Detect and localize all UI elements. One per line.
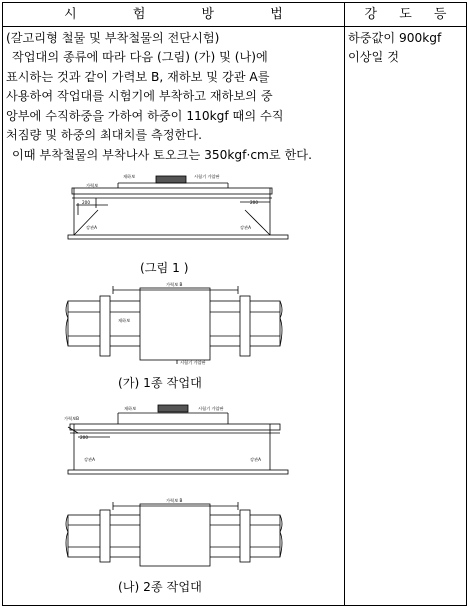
- figure-na-plan-labels: [166, 497, 182, 504]
- figure-na-side-view: [68, 405, 288, 474]
- paragraph-line: 처짐량 및 하중의 최대치를 측정한다.: [6, 128, 202, 142]
- figna-label-pipe-a-right: 강관A: [250, 457, 261, 462]
- figure-na-labels: [64, 405, 261, 463]
- paragraph-line: 작업대의 종류에 따라 다음 (그림) (가) 및 (나)에: [12, 50, 268, 64]
- figure-1-side-view: [68, 176, 288, 239]
- figure-1-caption: (그림 1 ): [140, 261, 189, 275]
- fig1-label-pipe-a: 강관A: [86, 225, 97, 230]
- figure-na-plan-view: [66, 502, 282, 566]
- figga-label-top: 가력보 B: [166, 282, 183, 287]
- fig1-label-dim-right: 200: [250, 200, 258, 205]
- header-test-method: 시 험 방 법: [64, 7, 309, 22]
- figna-label-pipe-a: 강관A: [84, 457, 95, 462]
- paragraph-line: 이때 부착철물의 부착나사 토오크는 350kgf·cm로 한다.: [12, 147, 312, 162]
- figna-label-dim: 200: [80, 435, 88, 440]
- fig1-label-load-beam: 재하보: [123, 174, 136, 179]
- figure-na-caption: (나) 2종 작업대: [118, 580, 202, 594]
- figna-label-apparatus: 시험기 가압판: [198, 406, 224, 411]
- strength-line-2: 이상일 것: [348, 50, 399, 64]
- fig1-label-pipe-a-right: 강관A: [240, 225, 251, 230]
- figga-label-bottom: 시험기 가압판: [180, 360, 206, 365]
- fig1-label-apparatus: 시험기 가압판: [194, 174, 220, 179]
- paragraph-line: 사용하여 작업대를 시험기에 부착하고 재하보의 중: [6, 89, 273, 103]
- header-strength: 강 도 등: [364, 7, 456, 22]
- paragraph-line: 앙부에 수직하중을 가하여 하중이 110kgf 때의 수직: [6, 108, 284, 123]
- figna-label-load-beam: 재하보: [124, 406, 137, 411]
- figga-label-side: 재하보: [118, 318, 131, 323]
- figna-label-force-beam: 가력보B: [64, 416, 80, 421]
- strength-line-1: 하중값이 900kgf: [348, 31, 442, 45]
- figure-ga-plan-view: [66, 286, 282, 364]
- fig1-label-force-beam: 가력보: [86, 183, 99, 188]
- paragraph-line: 표시하는 것과 같이 가력보 B, 재하보 및 강관 A를: [6, 69, 270, 84]
- figure-ga-caption: (가) 1종 작업대: [118, 376, 202, 390]
- fig1-label-dim: 200: [82, 200, 90, 205]
- paragraph-title: (갈고리형 철물 및 부착철물의 전단시험): [6, 31, 220, 45]
- figna-label-top: 가력보 B: [166, 498, 183, 503]
